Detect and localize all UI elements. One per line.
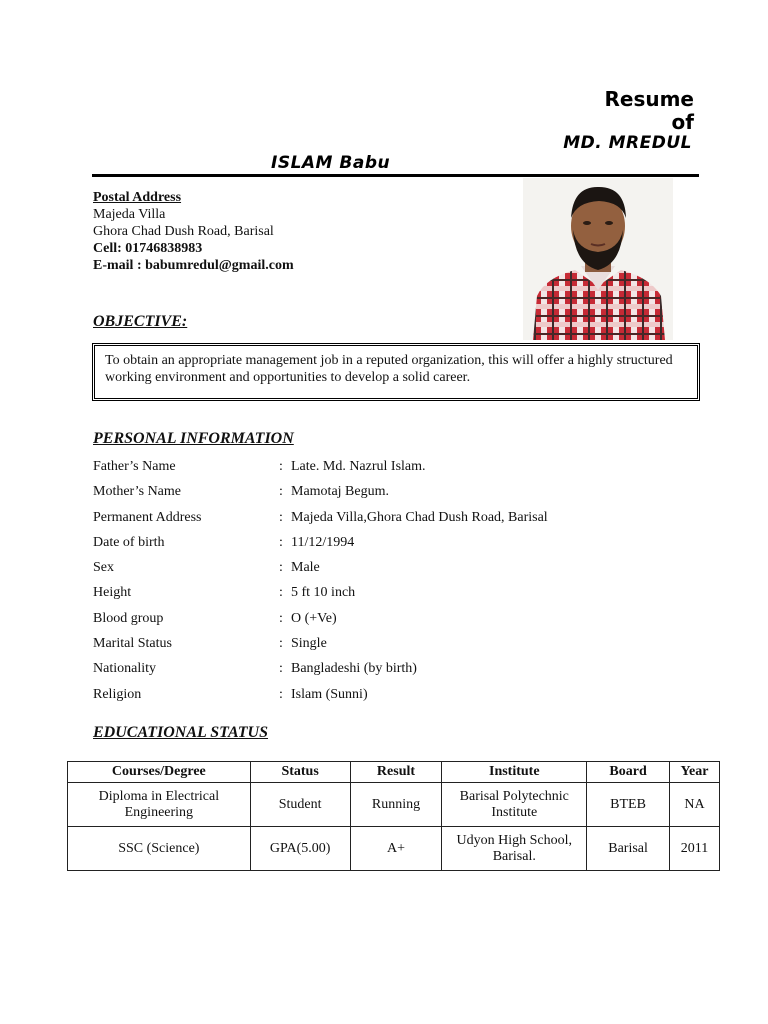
table-cell: Diploma in Electrical Engineering [68, 783, 251, 827]
table-cell: 2011 [670, 827, 720, 871]
table-cell: NA [670, 783, 720, 827]
table-cell: SSC (Science) [68, 827, 251, 871]
info-label: Nationality [93, 661, 156, 677]
personal-information-list [93, 458, 548, 711]
info-row-fathers-name [93, 458, 548, 483]
info-separator: : [279, 534, 283, 550]
info-value: Majeda Villa,Ghora Chad Dush Road, Barisal [291, 509, 548, 525]
info-value: O (+Ve) [291, 610, 337, 626]
table-row [68, 783, 720, 827]
educational-status-heading: EDUCATIONAL STATUS [93, 724, 269, 741]
info-separator: : [279, 484, 283, 500]
info-label: Blood group [93, 610, 164, 626]
info-label: Mother’s Name [93, 484, 181, 500]
info-separator: : [279, 509, 283, 525]
resume-title-of: of [671, 110, 694, 134]
info-label: Height [93, 585, 132, 601]
column-header: Status [250, 762, 350, 783]
info-value: Bangladeshi (by birth) [291, 661, 417, 677]
contact-block [93, 189, 294, 274]
info-value: Mamotaj Begum. [291, 484, 389, 500]
info-row-nationality [93, 660, 548, 685]
info-value: Islam (Sunni) [291, 686, 368, 702]
info-value: Male [291, 560, 320, 576]
info-row-blood-group [93, 610, 548, 635]
info-row-religion [93, 686, 548, 711]
table-cell: Student [250, 783, 350, 827]
column-header: Result [350, 762, 442, 783]
personal-information-heading: PERSONAL INFORMATION [93, 430, 294, 447]
info-separator: : [279, 459, 283, 474]
info-label: Marital Status [93, 636, 172, 652]
info-row-sex [93, 559, 548, 584]
info-row-mothers-name [93, 483, 548, 508]
header-rule [92, 174, 699, 177]
profile-photo-image [523, 178, 673, 340]
info-label: Sex [93, 560, 114, 576]
info-value: 5 ft 10 inch [291, 585, 356, 601]
table-cell: GPA(5.00) [250, 827, 350, 871]
info-value: Late. Md. Nazrul Islam. [291, 459, 426, 474]
info-label: Religion [93, 686, 142, 702]
table-header-row [68, 762, 720, 783]
table-cell: BTEB [587, 783, 670, 827]
address-line2: Ghora Chad Dush Road, Barisal [93, 224, 274, 239]
column-header: Institute [442, 762, 587, 783]
info-separator: : [279, 636, 283, 652]
info-row-date-of-birth [93, 534, 548, 559]
info-separator: : [279, 585, 283, 601]
table-cell: A+ [350, 827, 442, 871]
objective-box [92, 343, 700, 401]
address-line1: Majeda Villa [93, 207, 166, 222]
objective-heading: OBJECTIVE: [93, 313, 188, 330]
profile-photo [523, 178, 673, 340]
objective-text: To obtain an appropriate management job in a reputed organization, this will offer a highly structured working environment and opportunities to develop a solid career. [105, 353, 673, 385]
table-cell: Running [350, 783, 442, 827]
resume-name-line1: MD. MREDUL [563, 133, 692, 153]
info-separator: : [279, 661, 283, 677]
education-table [67, 761, 720, 871]
resume-title: Resume [604, 87, 694, 111]
column-header: Courses/Degree [68, 762, 251, 783]
email-address: E-mail : babumredul@gmail.com [93, 258, 294, 273]
resume-name-line2: ISLAM Babu [271, 153, 391, 173]
info-separator: : [279, 610, 283, 626]
table-cell: Barisal [587, 827, 670, 871]
table-cell: Udyon High School, Barisal. [442, 827, 587, 871]
info-value: Single [291, 636, 327, 652]
info-separator: : [279, 686, 283, 702]
column-header: Year [670, 762, 720, 783]
info-label: Date of birth [93, 534, 165, 550]
info-label: Permanent Address [93, 509, 202, 525]
postal-address-heading: Postal Address [93, 190, 182, 205]
info-value: 11/12/1994 [291, 534, 355, 550]
info-label: Father’s Name [93, 459, 176, 474]
info-separator: : [279, 560, 283, 576]
info-row-marital-status [93, 635, 548, 660]
table-cell: Barisal Polytechnic Institute [442, 783, 587, 827]
column-header: Board [587, 762, 670, 783]
info-row-height [93, 584, 548, 609]
table-row [68, 827, 720, 871]
info-row-permanent-address [93, 509, 548, 534]
cell-number: Cell: 01746838983 [93, 241, 203, 256]
